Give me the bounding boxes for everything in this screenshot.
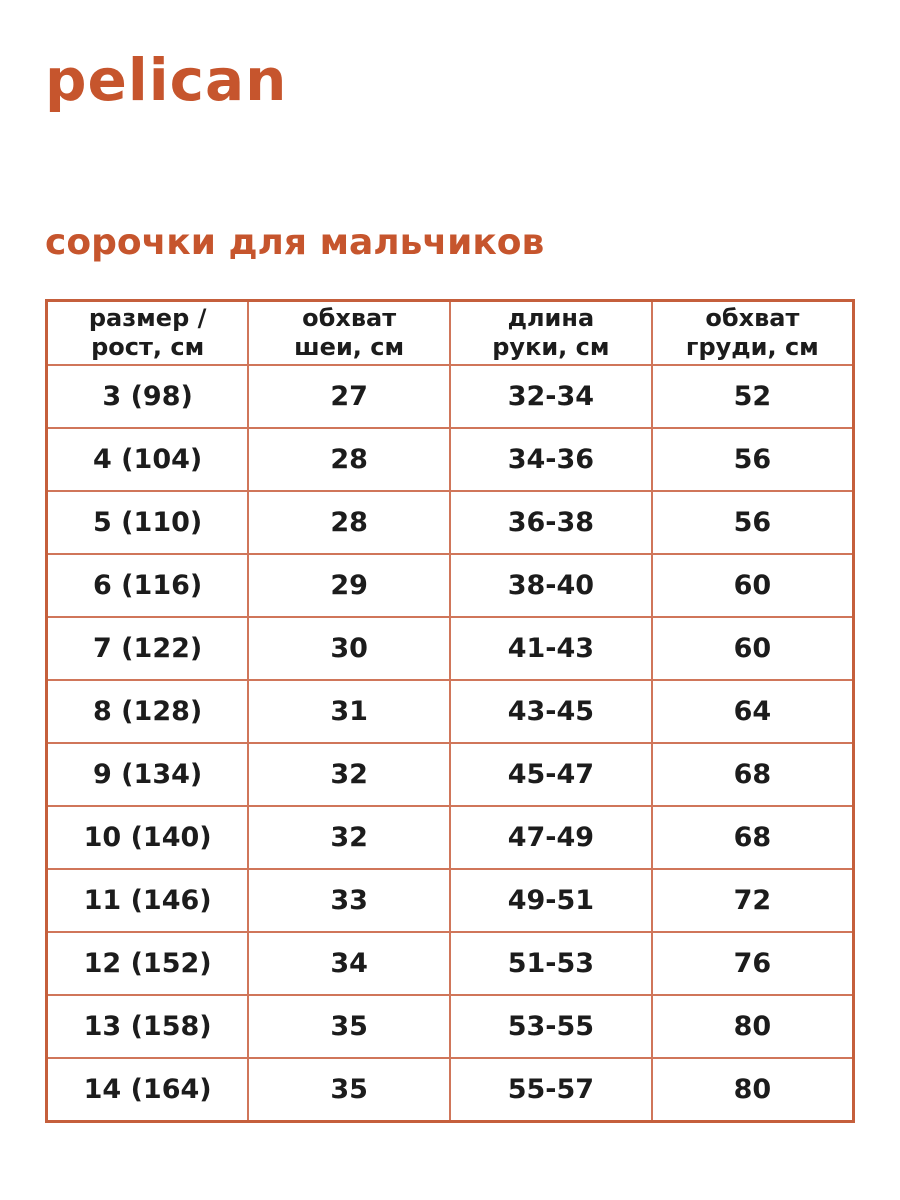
table-cell: 35	[248, 1058, 450, 1122]
column-header	[450, 301, 652, 366]
table-cell: 72	[652, 869, 854, 932]
table-cell: 35	[248, 995, 450, 1058]
table-cell: 53-55	[450, 995, 652, 1058]
table-row	[47, 995, 854, 1058]
column-header	[248, 301, 450, 366]
table-cell: 3 (98)	[47, 365, 249, 428]
table-cell: 28	[248, 428, 450, 491]
table-cell: 52	[652, 365, 854, 428]
table-row	[47, 743, 854, 806]
table-cell: 8 (128)	[47, 680, 249, 743]
table-cell: 27	[248, 365, 450, 428]
page-title: сорочки для мальчиков	[45, 222, 545, 263]
table-cell: 29	[248, 554, 450, 617]
table-cell: 12 (152)	[47, 932, 249, 995]
table-cell: 10 (140)	[47, 806, 249, 869]
table-row	[47, 365, 854, 428]
table-cell: 80	[652, 1058, 854, 1122]
table-cell: 68	[652, 806, 854, 869]
table-cell: 5 (110)	[47, 491, 249, 554]
brand-logo: pelican	[45, 46, 288, 114]
size-table-body	[47, 365, 854, 1122]
table-row	[47, 1058, 854, 1122]
table-row	[47, 491, 854, 554]
table-row	[47, 806, 854, 869]
table-row	[47, 428, 854, 491]
table-cell: 51-53	[450, 932, 652, 995]
column-header	[652, 301, 854, 366]
size-table-header	[47, 301, 854, 366]
table-cell: 6 (116)	[47, 554, 249, 617]
table-cell: 34-36	[450, 428, 652, 491]
table-cell: 68	[652, 743, 854, 806]
table-cell: 4 (104)	[47, 428, 249, 491]
table-cell: 60	[652, 617, 854, 680]
table-cell: 32	[248, 743, 450, 806]
column-header-line1: размер /	[88, 304, 207, 333]
table-cell: 80	[652, 995, 854, 1058]
column-header	[47, 301, 249, 366]
table-row	[47, 617, 854, 680]
table-cell: 76	[652, 932, 854, 995]
table-row	[47, 869, 854, 932]
table-cell: 41-43	[450, 617, 652, 680]
table-row	[47, 554, 854, 617]
table-cell: 49-51	[450, 869, 652, 932]
table-cell: 56	[652, 428, 854, 491]
column-header-line1: обхват	[302, 304, 397, 333]
table-cell: 34	[248, 932, 450, 995]
table-cell: 55-57	[450, 1058, 652, 1122]
table-cell: 28	[248, 491, 450, 554]
size-table	[45, 299, 855, 1123]
table-cell: 64	[652, 680, 854, 743]
table-cell: 32	[248, 806, 450, 869]
table-row	[47, 932, 854, 995]
column-header-line1: длина	[507, 304, 595, 333]
table-cell: 56	[652, 491, 854, 554]
table-cell: 7 (122)	[47, 617, 249, 680]
table-cell: 31	[248, 680, 450, 743]
table-cell: 30	[248, 617, 450, 680]
table-cell: 11 (146)	[47, 869, 249, 932]
table-cell: 14 (164)	[47, 1058, 249, 1122]
table-cell: 13 (158)	[47, 995, 249, 1058]
column-header-line2: шеи, см	[294, 333, 405, 361]
table-cell: 45-47	[450, 743, 652, 806]
table-cell: 9 (134)	[47, 743, 249, 806]
table-row	[47, 680, 854, 743]
table-cell: 36-38	[450, 491, 652, 554]
column-header-line1: обхват	[705, 304, 800, 333]
table-cell: 32-34	[450, 365, 652, 428]
column-header-line2: руки, см	[492, 333, 610, 361]
table-cell: 60	[652, 554, 854, 617]
column-header-line2: рост, см	[91, 333, 205, 361]
column-header-line2: груди, см	[685, 333, 819, 361]
table-cell: 47-49	[450, 806, 652, 869]
table-cell: 43-45	[450, 680, 652, 743]
table-cell: 33	[248, 869, 450, 932]
table-cell: 38-40	[450, 554, 652, 617]
header-row	[47, 301, 854, 366]
